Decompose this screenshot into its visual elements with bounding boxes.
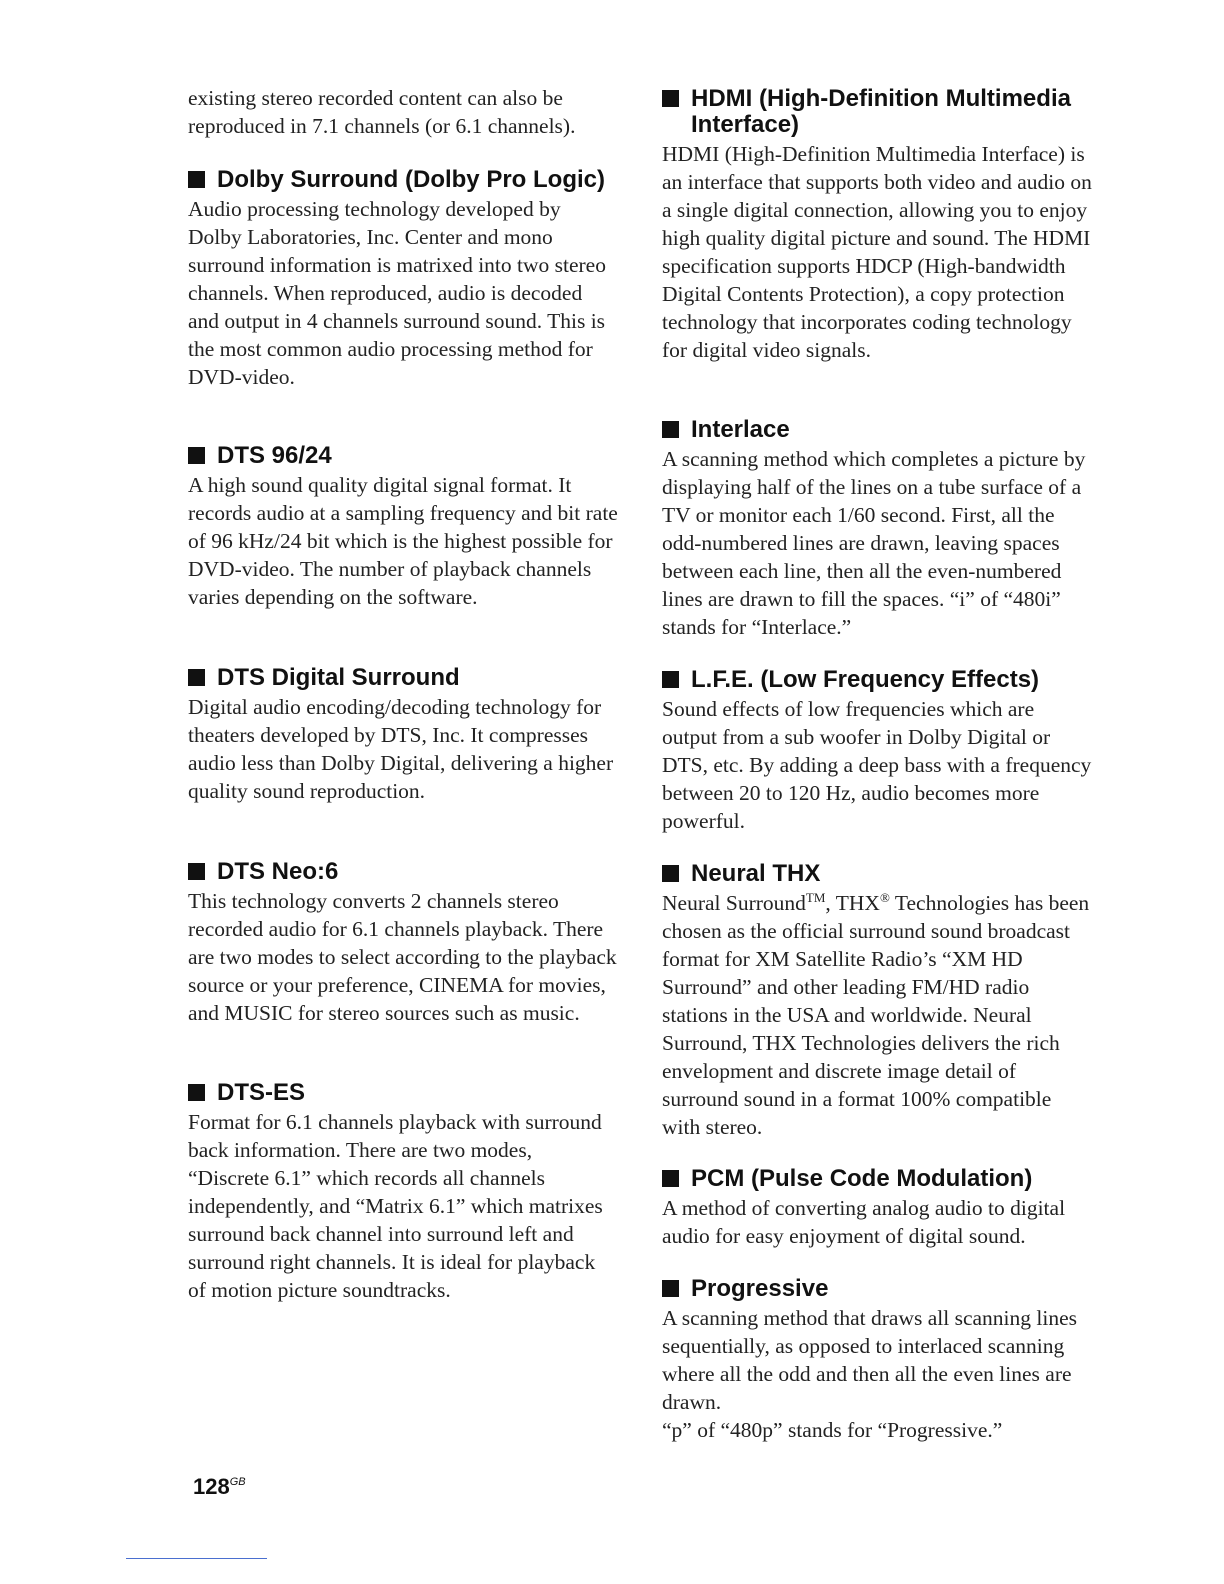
entry-heading: DTS Digital Surround [188, 665, 618, 691]
entry-heading: HDMI (High-Definition Multimedia Interface) [662, 86, 1092, 138]
entry-body: Audio processing technology developed by Dolby Laboratories, Inc. Center and mono surround information is matrixed into two stereo channels. When reproduced, audio is decoded and output in 4 channels surround sound. This is the most common audio processing method for DVD-video. [188, 197, 606, 389]
entry-interlace [662, 417, 1092, 641]
entry-body: A scanning method which completes a picture by displaying half of the lines on a tube surface of a TV or monitor each 1/60 second. First, all the odd-numbered lines are drawn, leaving spaces between each line, then all the even-numbered lines are drawn to fill the spaces. “i” of “480i” stands for “Interlace.” [662, 447, 1086, 639]
entry-heading: Neural THX [662, 861, 1092, 887]
entry-heading: DTS-ES [188, 1080, 618, 1106]
square-bullet-icon [188, 863, 205, 880]
entry-body: A method of converting analog audio to digital audio for easy enjoyment of digital sound. [662, 1196, 1066, 1248]
square-bullet-icon [188, 171, 205, 188]
square-bullet-icon [662, 421, 679, 438]
square-bullet-icon [662, 1280, 679, 1297]
entry-hdmi [662, 86, 1092, 364]
entry-heading: Interlace [662, 417, 1092, 443]
entry-dolby-surround [188, 167, 618, 391]
entry-heading: DTS Neo:6 [188, 859, 618, 885]
entry-neural-thx [662, 861, 1092, 1141]
trademark-mark: TM [805, 889, 826, 905]
entry-body: Format for 6.1 channels playback with surround back information. There are two modes, “Discrete 6.1” which records all channels independently, and “Matrix 6.1” which matrixes surround back channel into surround left and surround right channels. It is ideal for playback of motion picture soundtracks. [188, 1110, 603, 1302]
entry-heading: Progressive [662, 1276, 1092, 1302]
entry-body: Sound effects of low frequencies which are output from a sub woofer in Dolby Digital or DTS, etc. By adding a deep bass with a frequency between 20 to 120 Hz, audio becomes more powerful. [662, 697, 1092, 833]
entry-pcm [662, 1166, 1092, 1250]
entry-dts-neo6 [188, 859, 618, 1027]
registered-mark: ® [879, 889, 890, 905]
entry-heading: Dolby Surround (Dolby Pro Logic) [188, 167, 618, 193]
square-bullet-icon [662, 671, 679, 688]
entry-dts-digital-surround [188, 665, 618, 805]
entry-body: This technology converts 2 channels stereo recorded audio for 6.1 channels playback. There are two modes to select according to the playback source or your preference, CINEMA for movies, and MUSIC for stereo sources such as music. [188, 889, 617, 1025]
entry-heading: L.F.E. (Low Frequency Effects) [662, 667, 1092, 693]
footer-divider [126, 1558, 267, 1559]
square-bullet-icon [188, 447, 205, 464]
entry-progressive [662, 1276, 1092, 1444]
page-region-suffix: GB [229, 1476, 246, 1488]
entry-lfe [662, 667, 1092, 835]
entry-dts-96-24 [188, 443, 618, 611]
entry-body: Neural Surround™, THX® Technologies has been chosen as the official surround sound broadcast format for XM Satellite Radio’s “XM HD Surround” and other leading FM/HD radio stations in the USA and worldwide. Neural Surround, THX Technologies delivers the rich envelopment and discrete image detail of surround sound in a format 100% compatible with stereo. [662, 889, 1090, 1139]
entry-body: A scanning method that draws all scanning lines sequentially, as opposed to interlaced scanning where all the odd and then all the even lines are drawn. [662, 1306, 1077, 1414]
entry-dts-es [188, 1080, 618, 1304]
entry-body: HDMI (High-Definition Multimedia Interface) is an interface that supports both video and audio on a single digital connection, allowing you to enjoy high quality digital picture and sound. The HDMI specification supports HDCP (High-bandwidth Digital Contents Protection), a copy protection technology that incorporates coding technology for digital video signals. [662, 142, 1092, 362]
entry-heading: PCM (Pulse Code Modulation) [662, 1166, 1092, 1192]
square-bullet-icon [188, 669, 205, 686]
square-bullet-icon [662, 1170, 679, 1187]
square-bullet-icon [188, 1084, 205, 1101]
entry-body: Digital audio encoding/decoding technology for theaters developed by DTS, Inc. It compresses audio less than Dolby Digital, delivering a higher quality sound reproduction. [188, 695, 614, 803]
square-bullet-icon [662, 90, 679, 107]
entry-body: A high sound quality digital signal format. It records audio at a sampling frequency and bit rate of 96 kHz/24 bit which is the highest possible for DVD-video. The number of playback channels varies depending on the software. [188, 473, 618, 609]
square-bullet-icon [662, 865, 679, 882]
page-number: $128^{GB}$ [193, 1474, 246, 1499]
entry-body-note: “p” of “480p” stands for “Progressive.” [662, 1418, 1003, 1442]
entry-heading: DTS 96/24 [188, 443, 618, 469]
intro-text: existing stereo recorded content can also be reproduced in 7.1 channels (or 6.1 channels). [188, 86, 576, 138]
